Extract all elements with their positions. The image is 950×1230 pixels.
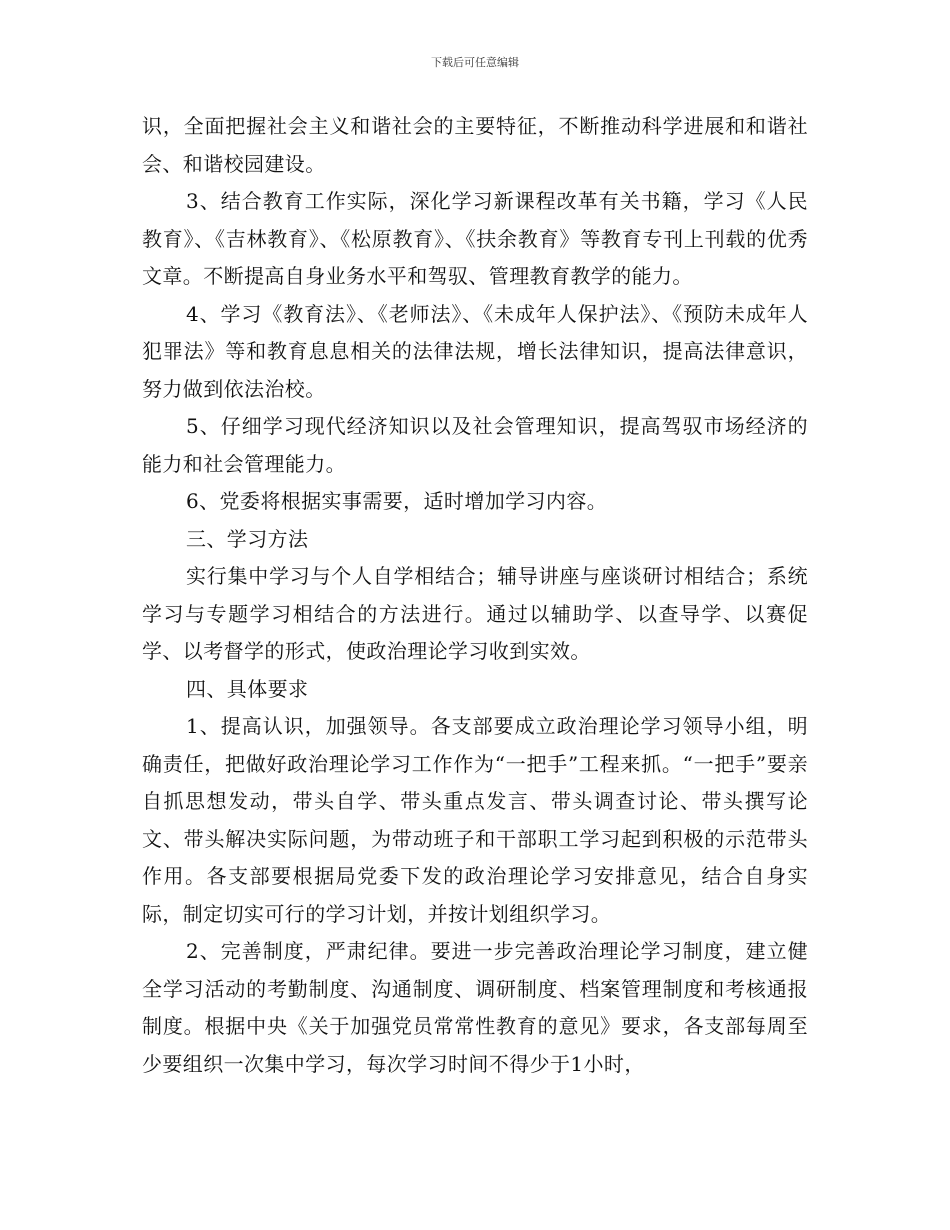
paragraph-requirement-1: 1、提高认识，加强领导。各支部要成立政治理论学习领导小组，明确责任，把做好政治理论学习工作作为“一把手”工程来抓。“一把手”要亲自抓思想发动，带头自学、带头重点发言、带头调查讨论、带头撰写论文、带头解决实际问题，为带动班子和干部职工学习起到积极的示范带头作用。各支部要根据局党委下发的政治理论学习安排意见，结合自身实际，制定切实可行的学习计划，并按计划组织学习。 <box>142 714 808 926</box>
paragraph-item-6: 6、党委将根据实事需要，适时增加学习内容。 <box>186 489 608 513</box>
document-body <box>142 108 808 1083</box>
paragraph-continuation: 识，全面把握社会主义和谐社会的主要特征，不断推动科学进展和和谐社会、和谐校园建设。 <box>142 114 808 176</box>
paragraph-requirement-2: 2、完善制度，严肃纪律。要进一步完善政治理论学习制度，建立健全学习活动的考勤制度、沟通制度、调研制度、档案管理制度和考核通报制度。根据中央《关于加强党员常常性教育的意见》要求，各支部每周至少要组织一次集中学习，每次学习时间不得少于1小时， <box>142 939 808 1076</box>
section-heading-requirements: 四、具体要求 <box>186 676 309 701</box>
section-heading-methods: 三、学习方法 <box>186 526 309 551</box>
page-header: 下载后可任意编辑 <box>431 56 519 69</box>
paragraph-item-3: 3、结合教育工作实际，深化学习新课程改革有关书籍，学习《人民教育》、《吉林教育》、《松原教育》、《扶余教育》等教育专刊上刊载的优秀文章。不断提高自身业务水平和驾驭、管理教育教学的能力。 <box>142 189 808 288</box>
paragraph-methods: 实行集中学习与个人自学相结合；辅导讲座与座谈研讨相结合；系统学习与专题学习相结合的方法进行。通过以辅助学、以查导学、以赛促学、以考督学的形式，使政治理论学习收到实效。 <box>142 564 808 663</box>
paragraph-item-4: 4、学习《教育法》、《老师法》、《未成年人保护法》、《预防未成年人犯罪法》等和教育息息相关的法律法规，增长法律知识，提高法律意识，努力做到依法治校。 <box>142 301 808 401</box>
paragraph-item-5: 5、仔细学习现代经济知识以及社会管理知识，提高驾驭市场经济的能力和社会管理能力。 <box>142 414 808 476</box>
